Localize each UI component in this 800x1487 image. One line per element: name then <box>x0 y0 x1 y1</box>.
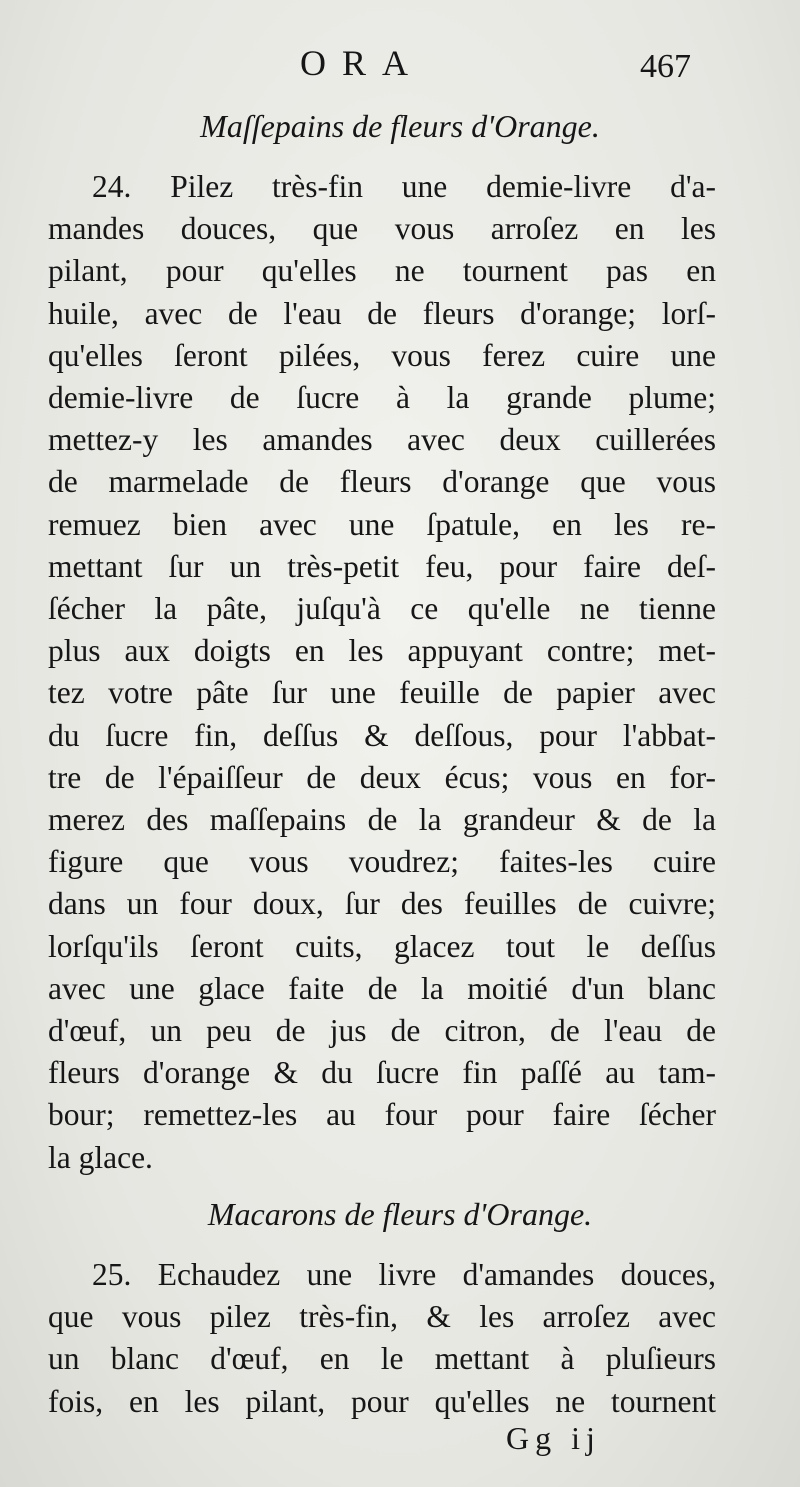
text-line: fleurs d'orange & du ſucre fin paſſé au tam- <box>48 1055 716 1091</box>
text-line: plus aux doigts en les appuyant contre; met- <box>48 633 716 669</box>
text-line: que vous pilez très-fin, & les arroſez avec <box>48 1299 716 1335</box>
text-line: pilant, pour qu'elles ne tournent pas en <box>48 253 716 289</box>
text-line: figure que vous voudrez; faites-les cuire <box>48 844 716 880</box>
text-line: mandes douces, que vous arroſez en les <box>48 211 716 247</box>
text-line: mettez-y les amandes avec deux cuillerées <box>48 422 716 458</box>
text-line: qu'elles ſeront pilées, vous ferez cuire une <box>48 337 716 373</box>
text-line: dans un four doux, ſur des feuilles de cuivre; <box>48 886 716 922</box>
section-title-macarons: Macarons de fleurs d'Orange. <box>207 1196 593 1232</box>
text-line: bour; remettez-les au four pour faire ſécher <box>48 1097 716 1133</box>
text-line: lorſqu'ils ſeront cuits, glacez tout le deſſus <box>48 928 716 964</box>
page-number: 467 <box>640 48 691 85</box>
paragraph-24 <box>48 166 716 1179</box>
text-line: de marmelade de fleurs d'orange que vous <box>48 464 716 500</box>
text-line: huile, avec de l'eau de fleurs d'orange; lorſ- <box>48 295 716 331</box>
text-line: fois, en les pilant, pour qu'elles ne tournent <box>48 1383 716 1419</box>
section-title-massepains: Maſſepains de fleurs d'Orange. <box>200 108 600 144</box>
text-line: d'œuf, un peu de jus de citron, de l'eau de <box>48 1013 716 1049</box>
text-line: mettant ſur un très-petit feu, pour faire deſ- <box>48 548 716 584</box>
text-line: merez des maſſepains de la grandeur & de la <box>48 802 716 838</box>
page-header <box>0 38 800 98</box>
paragraph-25 <box>48 1254 716 1423</box>
text-line: 24. Pilez très-fin une demie-livre d'a- <box>92 169 716 204</box>
text-line: demie-livre de ſucre à la grande plume; <box>48 380 716 416</box>
text-line: tre de l'épaiſſeur de deux écus; vous en for- <box>48 759 716 795</box>
text-line: du ſucre fin, deſſus & deſſous, pour l'abbat- <box>48 717 716 753</box>
text-line: remuez bien avec une ſpatule, en les re- <box>48 506 716 542</box>
signature-mark: Gg ij <box>506 1420 601 1456</box>
text-line: un blanc d'œuf, en le mettant à pluſieurs <box>48 1341 716 1377</box>
running-head: ORA <box>300 43 425 83</box>
text-line: 25. Echaudez une livre d'amandes douces, <box>92 1257 716 1292</box>
text-line: la glace. <box>48 1139 153 1175</box>
text-line: ſécher la pâte, juſqu'à ce qu'elle ne tienne <box>48 591 716 627</box>
text-line: tez votre pâte ſur une feuille de papier avec <box>48 675 716 711</box>
text-line: avec une glace faite de la moitié d'un blanc <box>48 970 716 1006</box>
